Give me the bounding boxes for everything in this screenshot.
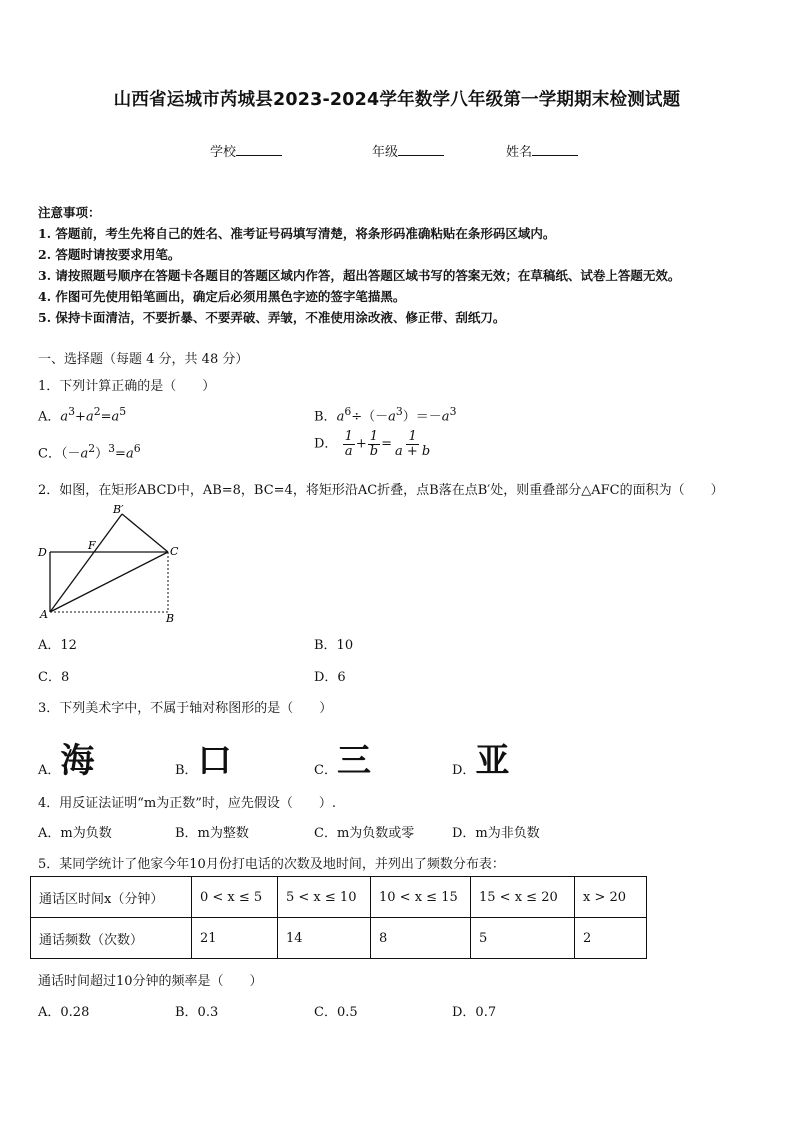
segment-b1c: [122, 514, 168, 552]
table-cell: 14: [278, 918, 371, 959]
q4-option-a[interactable]: A．m为负数: [38, 826, 112, 841]
label-c: C: [170, 545, 179, 558]
art-char: 口: [197, 741, 232, 781]
q4-option-b[interactable]: B．m为整数: [175, 826, 249, 841]
q4-option-d[interactable]: D．m为非负数: [452, 826, 540, 841]
q2-option-a[interactable]: A．12: [38, 638, 77, 653]
grade-blank[interactable]: [398, 142, 444, 156]
table-cell: 10 < x ≤ 15: [371, 877, 471, 918]
q1-option-c[interactable]: C．$(-a^2)^3=a^6$: [38, 442, 141, 462]
q5-option-b[interactable]: B．0.3: [175, 1005, 219, 1020]
segment-ab1: [50, 514, 122, 612]
grade-label: 年级: [372, 145, 399, 160]
note-item: 3. 请按照题号顺序在答题卡各题目的答题区域内作答，超出答题区域书写的答案无效；在草稿纸、试卷上答题无效。: [38, 268, 681, 283]
q2-option-d[interactable]: D．6: [314, 670, 346, 685]
question-1-stem: 1．下列计算正确的是（ ）: [38, 379, 216, 394]
q4-option-c[interactable]: C．m为负数或零: [314, 826, 415, 841]
q1-option-a[interactable]: A．$a^3+a^2=a^5$: [38, 405, 127, 425]
table-cell: 2: [575, 918, 647, 959]
table-cell: 0 < x ≤ 5: [192, 877, 278, 918]
q3-option-b[interactable]: B．口: [175, 741, 232, 781]
table-row: [31, 918, 647, 959]
label-b-prime: B′: [113, 503, 124, 516]
grade-field[interactable]: [372, 141, 444, 160]
note-item: 1. 答题前，考生先将自己的姓名、准考证号码填写清楚，将条形码准确粘贴在条形码区域内。: [38, 226, 556, 241]
q3-option-a[interactable]: A．海: [38, 741, 95, 781]
art-char: 三: [336, 741, 371, 781]
table-cell: 15 < x ≤ 20: [471, 877, 575, 918]
question-4-stem: 4．用反证法证明“m为正数”时，应先假设（ ）.: [38, 796, 337, 811]
frequency-table: [30, 876, 647, 959]
name-blank[interactable]: [532, 142, 578, 156]
question-5-ask: 通话时间超过10分钟的频率是（ ）: [38, 974, 263, 989]
school-field[interactable]: [210, 141, 282, 160]
label-d: D: [38, 546, 47, 559]
notes-heading: 注意事项：: [38, 205, 101, 220]
q5-option-c[interactable]: C．0.5: [314, 1005, 358, 1020]
rectangle-fold-figure: [30, 500, 190, 628]
fraction: $\frac{1}{a}$: [344, 429, 353, 459]
q5-option-a[interactable]: A．0.28: [38, 1005, 90, 1020]
q2-option-c[interactable]: C．8: [38, 670, 70, 685]
table-cell: 5: [471, 918, 575, 959]
label-f: F: [88, 539, 96, 552]
q1-option-b[interactable]: B．$a^6\div(-a^3)=-a^3$: [314, 405, 457, 425]
fraction: $\frac{1}{b}$: [369, 429, 379, 459]
fraction: $\frac{1}{a + b}$: [395, 429, 431, 459]
table-cell: 21: [192, 918, 278, 959]
question-2-stem: 2．如图，在矩形ABCD中，AB=8，BC=4，将矩形沿AC折叠，点B落在点B′处，则重叠部分△AFC的面积为（ ）: [38, 483, 724, 498]
q1-option-d[interactable]: D． $\frac{1}{a}$ + $\frac{1}{b}$ = $\frac{1}{a + b}$: [314, 429, 431, 459]
q3-option-c[interactable]: C．三: [314, 741, 371, 781]
diagonal-ac: [50, 552, 168, 612]
table-cell: 通话频数（次数）: [31, 918, 192, 959]
question-5-stem: 5．某同学统计了他家今年10月份打电话的次数及地时间，并列出了频数分布表：: [38, 857, 505, 872]
table-cell: 5 < x ≤ 10: [278, 877, 371, 918]
note-item: 4. 作图可先使用铅笔画出，确定后必须用黑色字迹的签字笔描黑。: [38, 289, 406, 304]
table-cell: 通话区时间x（分钟）: [31, 877, 192, 918]
label-a: A: [40, 608, 48, 621]
name-field[interactable]: [506, 141, 578, 160]
q2-option-b[interactable]: B．10: [314, 638, 354, 653]
name-label: 姓名: [506, 145, 533, 160]
q3-option-d[interactable]: D．亚: [452, 741, 510, 781]
school-blank[interactable]: [236, 142, 282, 156]
table-cell: 8: [371, 918, 471, 959]
art-char: 海: [60, 741, 95, 781]
table-row: [31, 877, 647, 918]
table-cell: x > 20: [575, 877, 647, 918]
label-b: B: [166, 612, 175, 625]
school-label: 学校: [210, 145, 237, 160]
question-3-stem: 3．下列美术字中，不属于轴对称图形的是（ ）: [38, 701, 333, 716]
note-item: 2. 答题时请按要求用笔。: [38, 247, 181, 262]
art-char: 亚: [475, 741, 510, 781]
q5-option-d[interactable]: D．0.7: [452, 1005, 497, 1020]
section-heading: 一、选择题（每题 4 分，共 48 分）: [38, 352, 249, 367]
note-item: 5. 保持卡面清洁，不要折暴、不要弄破、弄皱，不准使用涂改液、修正带、刮纸刀。: [38, 310, 506, 325]
page-title: 山西省运城市芮城县2023-2024学年数学八年级第一学期期末检测试题: [113, 90, 681, 110]
